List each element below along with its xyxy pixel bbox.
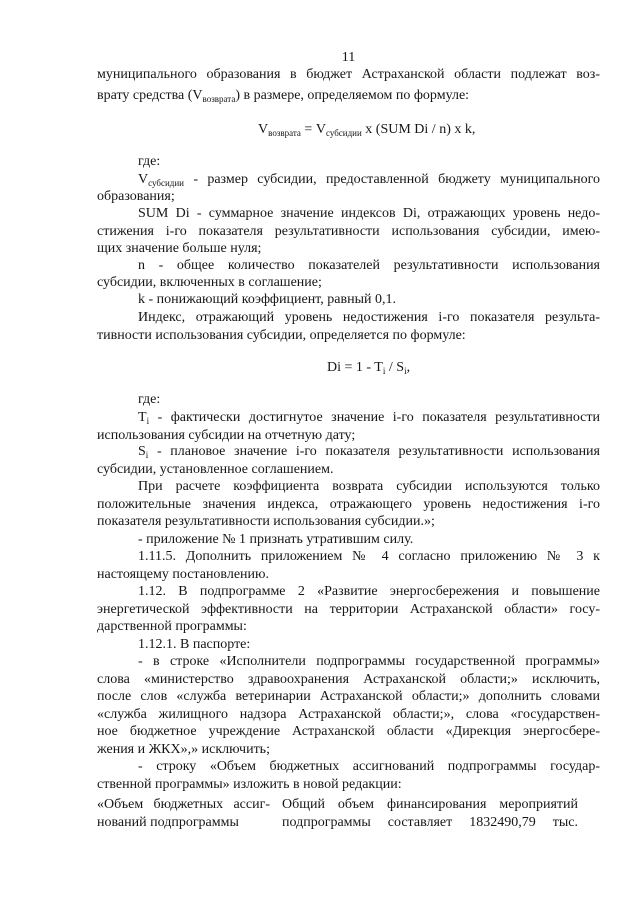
text-line: жения и ЖКХ»,» исключить; — [97, 742, 270, 757]
subscript: i — [382, 366, 386, 376]
text-line: - строку «Объем бюджетных ассигнований подпрограммы государ- — [138, 759, 600, 774]
subscript: субсидии — [325, 128, 362, 138]
table-cell-value: подпрограммы составляет 1832490,79 тыс. — [282, 815, 578, 830]
text-line: При расчете коэффициента возврата субсидии используются только — [138, 479, 600, 494]
text-line — [138, 171, 600, 189]
text-line: положительные значения индекса, отражающего уровень недостижения i-го — [97, 497, 600, 512]
text-line: ственной программы» изложить в новой редакции: — [97, 777, 402, 792]
text-line: энергетической эффективности на территории Астраханской области» госу- — [97, 602, 600, 617]
formula-operator: = V — [300, 122, 326, 137]
subscript: возврата — [202, 94, 236, 104]
text-line: Индекс, отражающий уровень недостижения i-го показателя результа- — [138, 310, 600, 325]
text-line: SUM Di - суммарное значение индексов Di, отражающих уровень недо- — [138, 206, 600, 221]
text-line: где: — [138, 154, 161, 169]
formula-rest: x (SUM Di / n) x k, — [361, 122, 476, 137]
text-segment: - размер субсидии, предоставленной бюджету муниципального — [183, 172, 600, 187]
text-line: 1.11.5. Дополнить приложением № 4 согласно приложению № 3 к — [138, 549, 600, 564]
table-cell-label: нований подпрограммы — [97, 815, 239, 830]
text-line: где: — [138, 392, 161, 407]
text-line: муниципального образования в бюджет Астраханской области подлежат воз- — [97, 67, 600, 82]
text-segment: - плановое значение i-го показателя результативности использования — [148, 444, 600, 459]
text-line: дарственной программы: — [97, 619, 247, 634]
text-line — [97, 87, 600, 105]
text-line: образования; — [97, 189, 175, 204]
text-line: - в строке «Исполнители подпрограммы государственной программы» — [138, 654, 600, 669]
text-line: использования субсидии на отчетную дату; — [97, 428, 356, 443]
text-line: n - общее количество показателей результативности использования — [138, 258, 600, 273]
subscript: субсидии — [148, 178, 184, 188]
text-line: показателя результативности использования субсидии.»; — [97, 514, 435, 529]
table-cell-label: «Объем бюджетных ассиг- — [97, 797, 270, 812]
text-line: настоящему постановлению. — [97, 567, 269, 582]
text-segment: S — [138, 444, 146, 459]
subscript: i — [146, 416, 150, 426]
subscript: i — [404, 366, 407, 376]
formula-segment: / S — [385, 360, 405, 375]
formula-segment: Di = 1 - T — [327, 360, 383, 375]
text-line: k - понижающий коэффициент, равный 0,1. — [138, 292, 396, 307]
text-line: щих значение больше нуля; — [97, 241, 262, 256]
formula-refund — [258, 121, 475, 139]
text-segment: врату средства (V — [97, 88, 203, 103]
text-line: слова «министерство здравоохранения Астраханской области;» исключить, — [97, 672, 600, 687]
text-line: субсидии, включенных в соглашение; — [97, 275, 322, 290]
text-segment: T — [138, 410, 147, 425]
text-segment: V — [138, 172, 149, 187]
text-line: тивности использования субсидии, определяется по формуле: — [97, 328, 466, 343]
text-line: «служба жилищного надзора Астраханской области;», слова «государствен- — [97, 707, 600, 722]
text-line: ное бюджетное учреждение Астраханской области «Дирекция энергосбере- — [97, 724, 600, 739]
text-line — [138, 443, 600, 461]
text-line: - приложение № 1 признать утратившим силу. — [138, 532, 414, 547]
formula-segment: , — [406, 360, 411, 375]
subscript: i — [145, 450, 149, 460]
text-segment: - фактически достигнутое значение i-го показателя результативности — [149, 410, 600, 425]
text-line: после слов «служба ветеринарии Астраханской области;» дополнить словами — [97, 689, 600, 704]
text-line: 1.12. В подпрограмме 2 «Развитие энергосбережения и повышение — [138, 584, 600, 599]
formula-symbol: V — [258, 122, 269, 137]
page-number: 11 — [341, 50, 356, 65]
text-line: субсидии, установленное соглашением. — [97, 462, 334, 477]
text-line: 1.12.1. В паспорте: — [138, 637, 251, 652]
text-line — [138, 409, 600, 427]
formula-index — [327, 359, 410, 377]
subscript: возврата — [268, 128, 301, 138]
text-line: стижения i-го показателя результативности использования субсидии, имею- — [97, 224, 600, 239]
table-cell-value: Общий объем финансирования мероприятий — [282, 797, 578, 812]
text-segment: ) в размере, определяемом по формуле: — [235, 88, 470, 103]
